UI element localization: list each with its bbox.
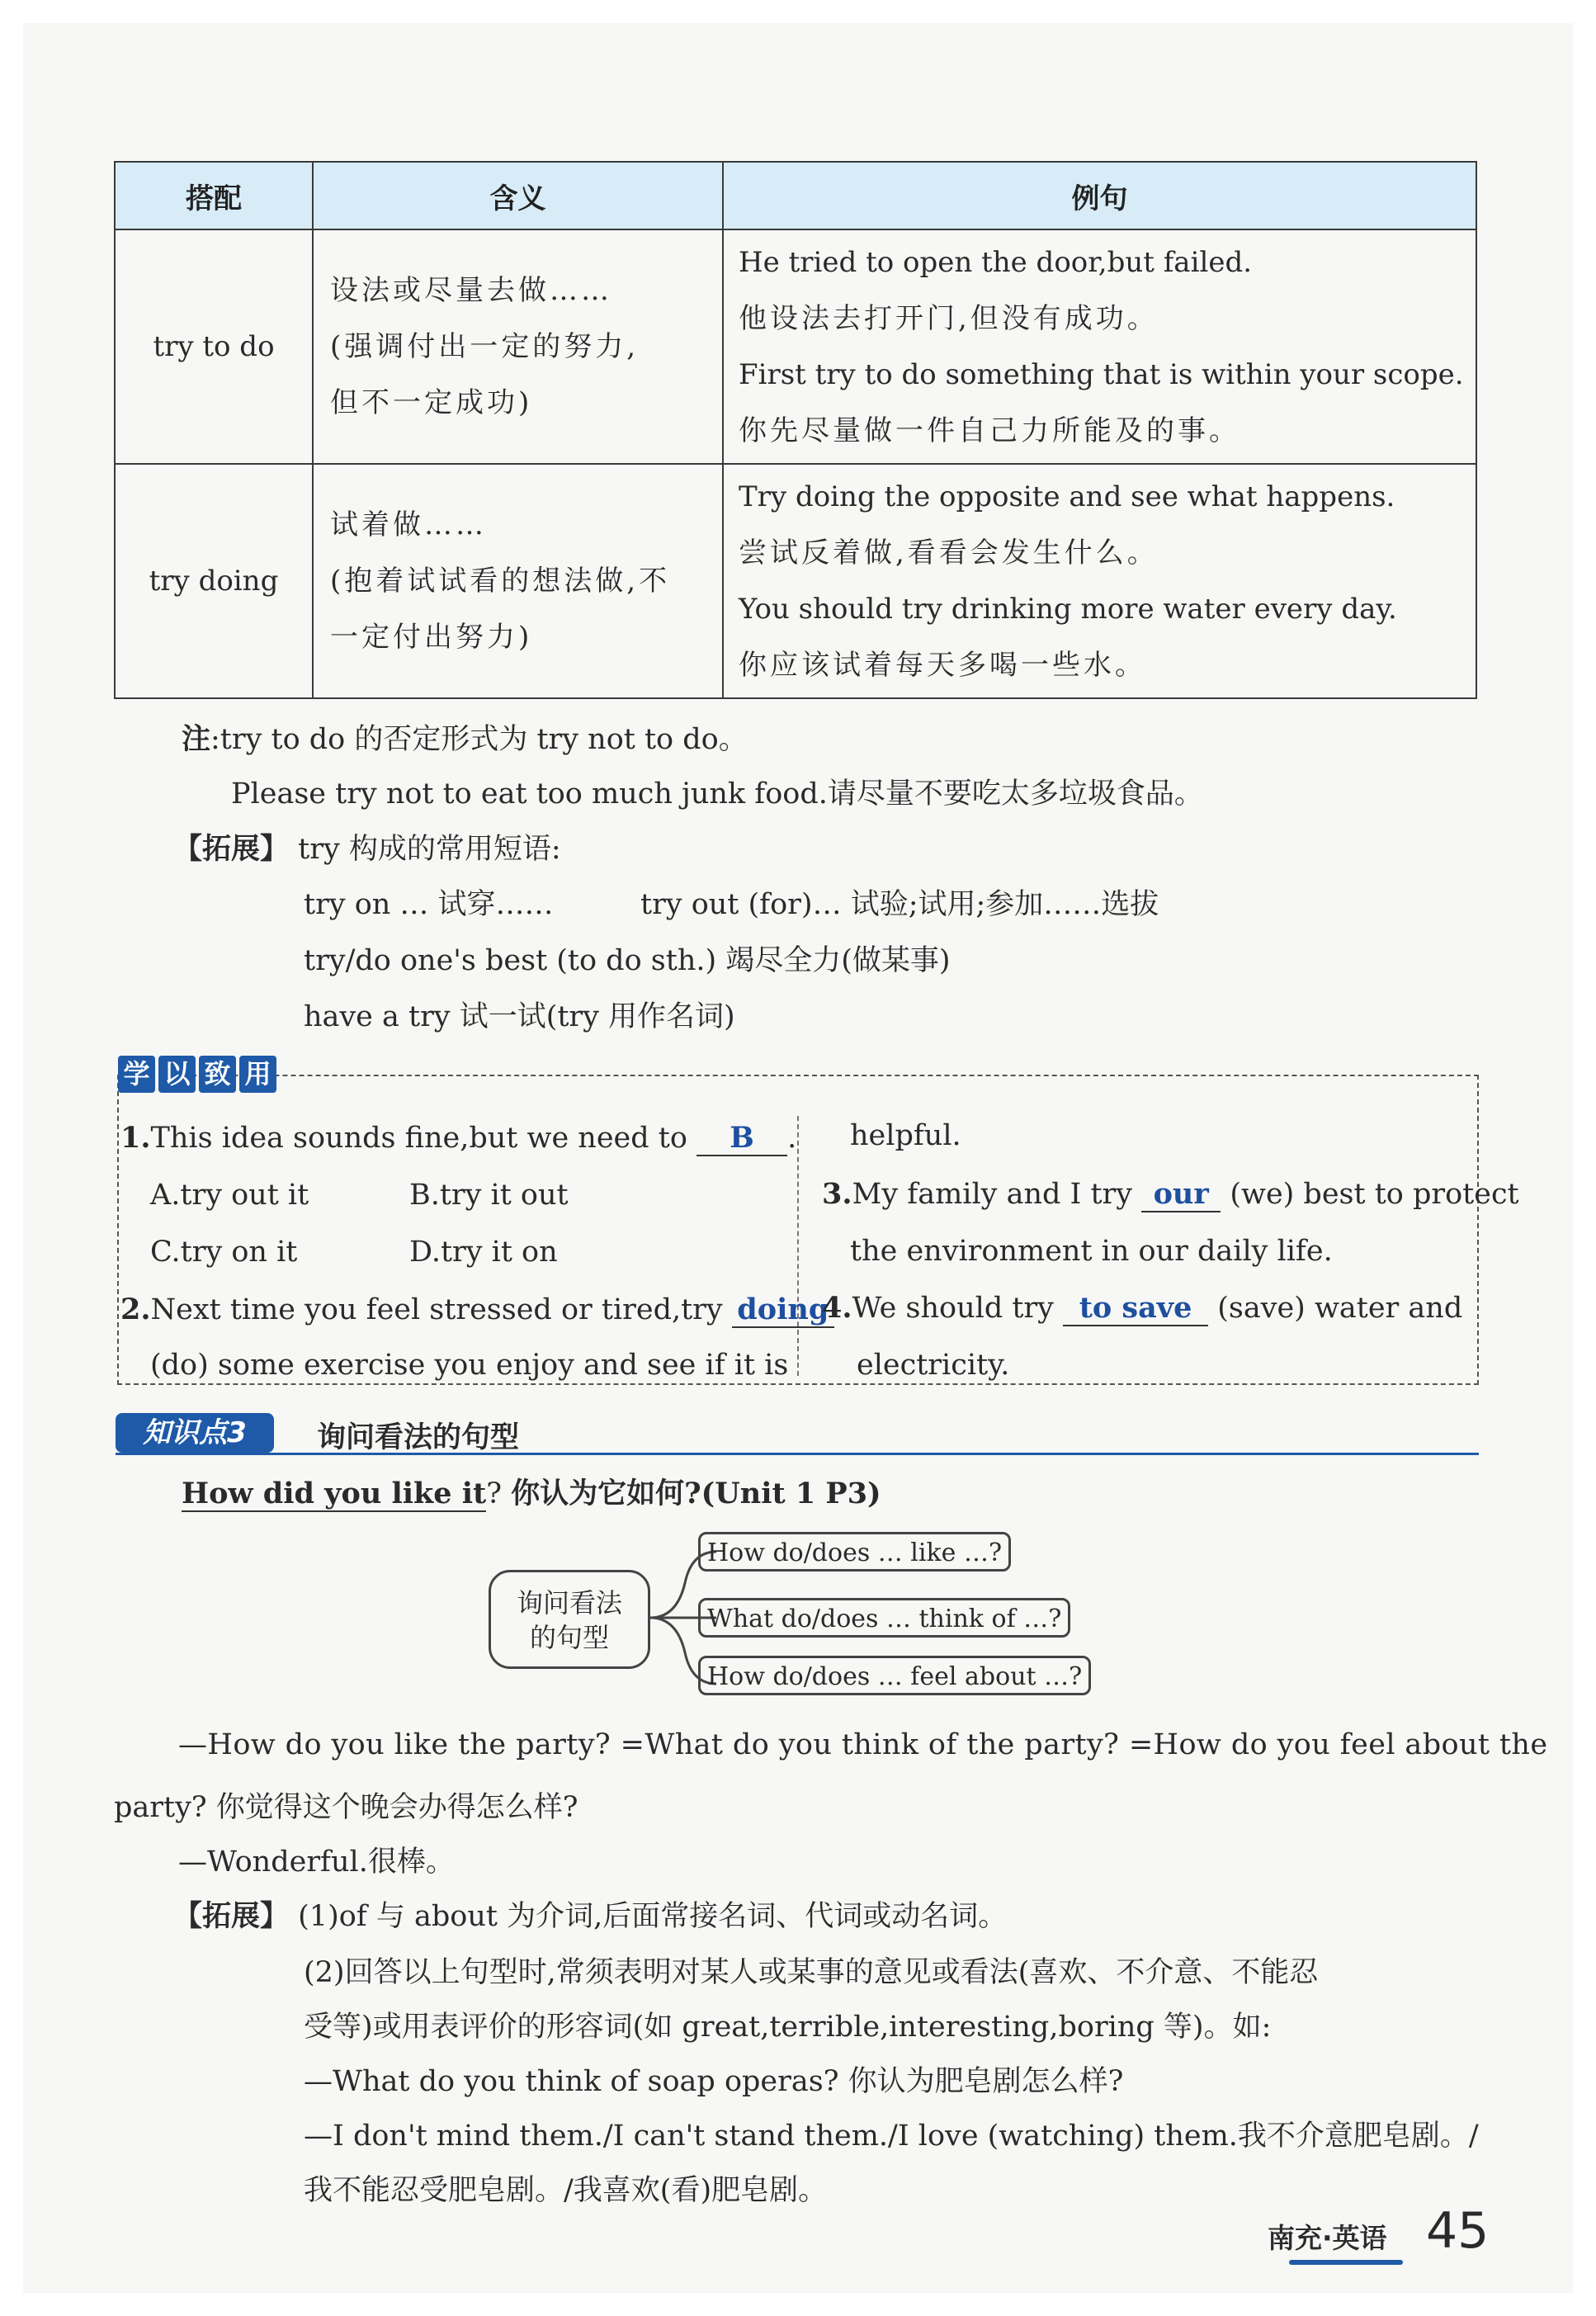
- knowledge-point-rule: [116, 1453, 1479, 1455]
- practice-divider: [797, 1116, 799, 1376]
- note-line: [182, 716, 748, 758]
- example-line: Try doing the opposite and see what happens.: [739, 480, 1395, 513]
- question-2-continued: helpful.: [850, 1119, 961, 1152]
- extension-label: 【拓展】: [173, 833, 290, 866]
- practice-badge: [118, 1056, 276, 1093]
- question-text: This idea sounds fine,but we need to: [150, 1122, 687, 1155]
- option-b[interactable]: B.try it out: [409, 1179, 569, 1212]
- phrase-try-on: try on … 试穿……: [304, 888, 554, 921]
- meaning-line: 但不一定成功): [330, 386, 533, 419]
- meaning-line: (强调付出一定的努力,: [330, 330, 640, 363]
- note-text: :try to do 的否定形式为 try not to do。: [210, 723, 748, 756]
- extension2-example: —I don't mind them./I can't stand them./I love (watching) them.我不介意肥皂剧。/: [304, 2120, 1479, 2153]
- center-line: 询问看法: [516, 1587, 622, 1619]
- key-sentence: [182, 1471, 881, 1512]
- diagram-center-node: [489, 1570, 650, 1669]
- table-header: 例句: [723, 162, 1476, 229]
- diagram-branch: How do/does … feel about …?: [698, 1656, 1091, 1695]
- question-number: 4.: [822, 1291, 852, 1325]
- question-text: (save) water and: [1217, 1292, 1463, 1325]
- extension-intro-text: try 构成的常用短语:: [298, 833, 561, 866]
- extension2-item2: (2)回答以上句型时,常须表明对某人或某事的意见或看法(喜欢、不介意、不能忍: [304, 1956, 1319, 1989]
- collocation-cell: try to do: [115, 229, 313, 464]
- question-text: We should try: [852, 1292, 1054, 1325]
- question-4: [822, 1291, 1462, 1326]
- question-end: .: [787, 1122, 797, 1155]
- key-sentence-en: How did you like it: [182, 1477, 487, 1510]
- page-number: 45: [1426, 2202, 1490, 2260]
- table-row: [115, 464, 1476, 698]
- phrase-have-a-try: have a try 试一试(try 用作名词): [304, 1000, 735, 1033]
- badge-char: 致: [199, 1056, 236, 1093]
- question-text: My family and I try: [852, 1178, 1133, 1211]
- answer-blank[interactable]: to save: [1063, 1291, 1208, 1326]
- footer-label: 南充·英语: [1268, 2222, 1387, 2254]
- diagram-branch: What do/does … think of …?: [698, 1598, 1070, 1638]
- note-example: Please try not to eat too much junk food.请尽量不要吃太多垃圾食品。: [231, 778, 1203, 811]
- meaning-cell: [313, 229, 723, 464]
- table-row: [115, 229, 1476, 464]
- meaning-line: 一定付出努力): [330, 621, 533, 654]
- meaning-line: (抱着试试看的想法做,不: [330, 565, 671, 598]
- question-number: 1.: [120, 1121, 151, 1155]
- option-a[interactable]: A.try out it: [150, 1179, 309, 1212]
- extension2-item2: 受等)或用表评价的形容词(如 great,terrible,interesting,boring 等)。如:: [304, 2011, 1272, 2044]
- diagram-branch: How do/does … like …?: [698, 1532, 1011, 1572]
- extension-label: 【拓展】: [173, 1900, 290, 1933]
- badge-char: 用: [239, 1056, 276, 1093]
- phrase-one-best: try/do one's best (to do sth.) 竭尽全力(做某事): [304, 944, 951, 977]
- example-line: 他设法去打开门,但没有成功。: [739, 302, 1159, 335]
- dialog-line: —Wonderful.很棒。: [178, 1846, 455, 1879]
- question-3: [822, 1177, 1519, 1212]
- example-line: 尝试反着做,看看会发生什么。: [739, 536, 1159, 570]
- answer-blank[interactable]: our: [1141, 1177, 1221, 1212]
- extension-text: (1)of 与 about 为介词,后面常接名词、代词或动名词。: [298, 1900, 1008, 1933]
- example-line: He tried to open the door,but failed.: [739, 246, 1253, 279]
- dialog-line: party? 你觉得这个晚会办得怎么样?: [114, 1791, 578, 1824]
- key-sentence-ref: ?(Unit 1 P3): [684, 1477, 881, 1510]
- meaning-cell: [313, 464, 723, 698]
- footer-accent: [1289, 2260, 1403, 2265]
- question-number: 2.: [120, 1293, 151, 1326]
- dialog-line: —How do you like the party? =What do you think of the party? =How do you feel about the: [178, 1728, 1548, 1761]
- extension2-example: —What do you think of soap operas? 你认为肥皂剧怎么样?: [304, 2065, 1124, 2098]
- center-line: 的句型: [529, 1622, 609, 1653]
- table-header-row: [115, 162, 1476, 229]
- note-label: 注: [182, 723, 211, 756]
- example-cell: [723, 464, 1476, 698]
- extension2-example: 我不能忍受肥皂剧。/我喜欢(看)肥皂剧。: [304, 2174, 828, 2207]
- example-cell: [723, 229, 1476, 464]
- badge-char: 以: [158, 1056, 196, 1093]
- phrase-try-out: try out (for)… 试验;试用;参加……选拔: [640, 888, 1159, 921]
- table-header: 含义: [313, 162, 723, 229]
- knowledge-point-title: 询问看法的句型: [317, 1421, 520, 1454]
- meaning-line: 设法或尽量去做……: [330, 274, 612, 307]
- answer-blank[interactable]: doing: [732, 1293, 834, 1328]
- question-number: 3.: [822, 1177, 852, 1211]
- question-1: [120, 1121, 796, 1156]
- extension2-item1: [173, 1893, 1007, 1935]
- question-text: Next time you feel stressed or tired,try: [150, 1293, 723, 1326]
- example-line: 你先尽量做一件自己力所能及的事。: [739, 414, 1240, 447]
- example-line: 你应该试着每天多喝一些水。: [739, 649, 1146, 682]
- option-d[interactable]: D.try it on: [409, 1236, 558, 1269]
- question-3-line2: the environment in our daily life.: [850, 1235, 1333, 1268]
- collocation-cell: try doing: [115, 464, 313, 698]
- option-c[interactable]: C.try on it: [150, 1236, 298, 1269]
- answer-blank[interactable]: B: [696, 1121, 787, 1156]
- example-line: First try to do something that is within your scope.: [739, 358, 1464, 391]
- meaning-line: 试着做……: [330, 508, 487, 541]
- extension-intro: [173, 826, 561, 867]
- badge-char: 学: [118, 1056, 155, 1093]
- key-sentence-mark: ?: [486, 1477, 502, 1510]
- key-sentence-zh: 你认为它如何: [511, 1477, 685, 1510]
- question-text: (we) best to protect: [1230, 1178, 1519, 1211]
- collocation-table: [114, 161, 1477, 699]
- table-header: 搭配: [115, 162, 313, 229]
- example-line: You should try drinking more water every day.: [739, 593, 1397, 626]
- knowledge-point-badge: 知识点3: [116, 1413, 274, 1453]
- question-2-line2: (do) some exercise you enjoy and see if it is: [150, 1349, 789, 1382]
- question-4-line2: electricity.: [857, 1349, 1010, 1382]
- question-2: [120, 1293, 834, 1328]
